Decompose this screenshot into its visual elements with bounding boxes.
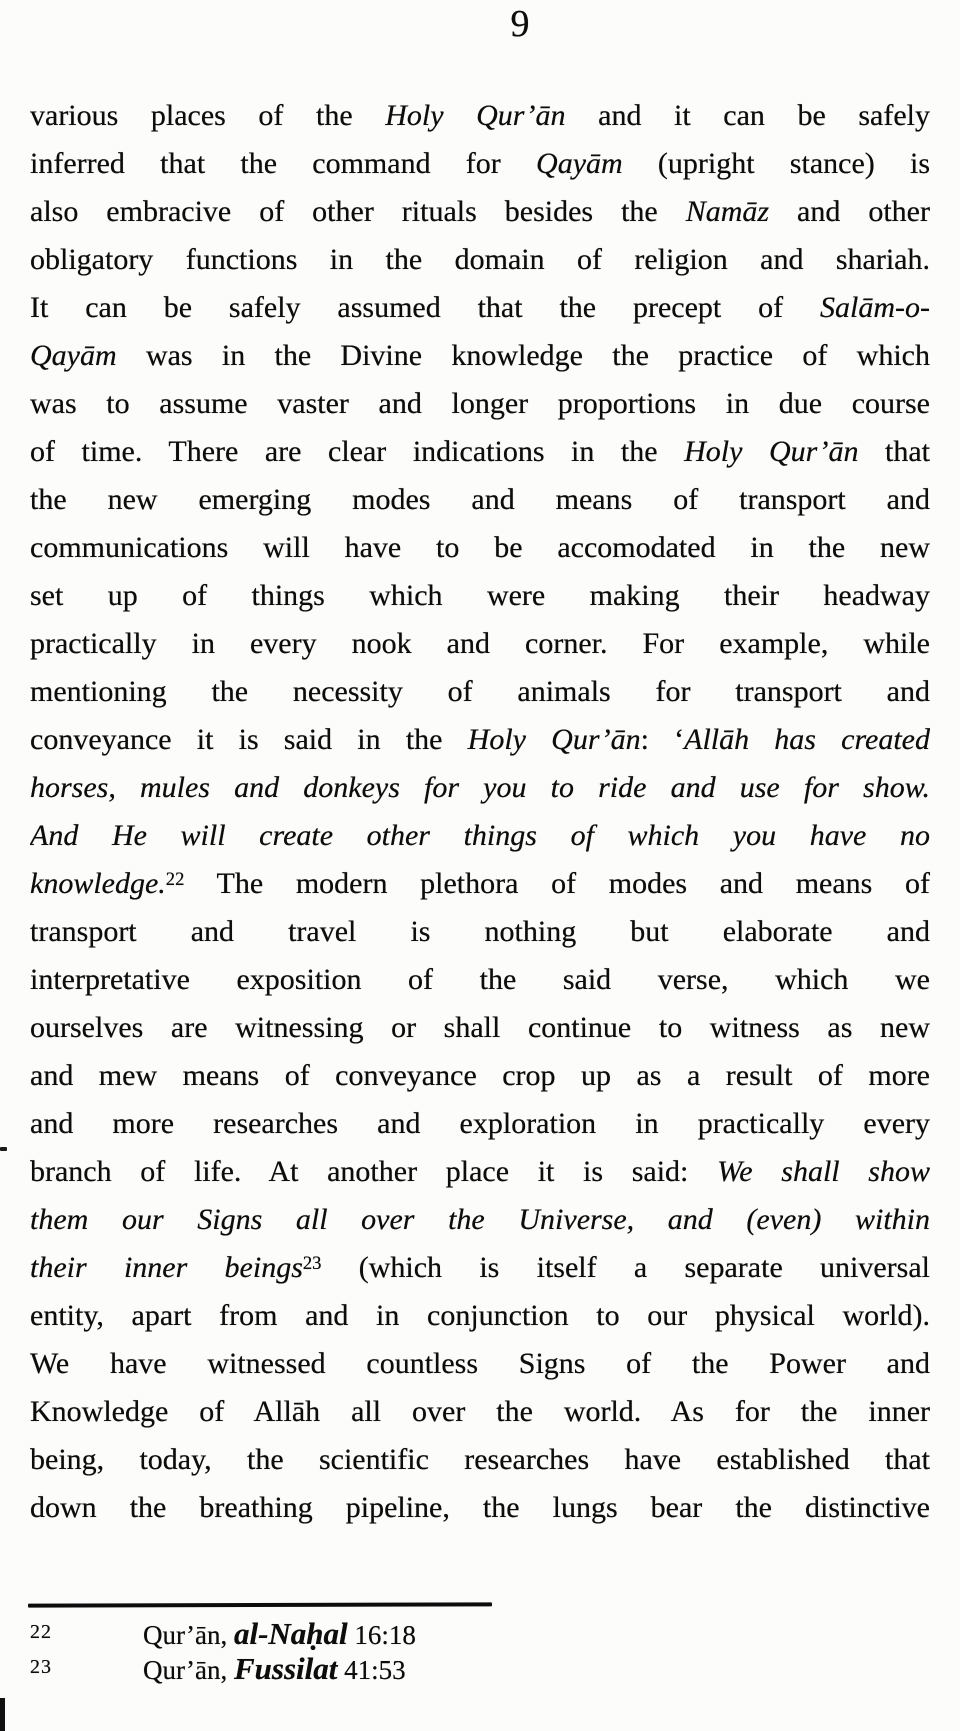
text-line [30, 332, 930, 380]
text: It can be safely assumed that the precept of [30, 291, 821, 324]
text-line [30, 620, 930, 668]
text-line [30, 1148, 930, 1196]
scan-artifact-dash [0, 1147, 7, 1151]
text-line [30, 1340, 930, 1388]
text: practically in every nook and corner. For example, while [30, 627, 930, 660]
text-line [30, 1004, 930, 1052]
text-line [30, 572, 930, 620]
text: of time. There are clear indications in the [30, 435, 685, 468]
text: 41:53 [337, 1655, 406, 1685]
text-line [30, 956, 930, 1004]
page-number: 9 [510, 3, 530, 45]
text: inferred that the command for [30, 147, 537, 180]
italic-text: Holy Qur’ān [385, 99, 566, 132]
text-line [30, 92, 930, 140]
text: conveyance it is said in the [30, 723, 468, 756]
italic-text: horses, mules and donkeys for you to ride and use for show. [30, 771, 930, 804]
italic-text: Holy Qur’ān [467, 723, 641, 756]
text: and mew means of conveyance crop up as a result of more [30, 1059, 930, 1092]
text-line [30, 428, 930, 476]
footnotes [30, 1617, 910, 1687]
text-line [30, 140, 930, 188]
text: 16:18 [347, 1620, 416, 1650]
text-line [30, 1196, 930, 1244]
footnote-separator-rule [28, 1602, 492, 1607]
italic-text: Qayām [536, 147, 623, 180]
footnote-marker: 22 [30, 1621, 52, 1643]
footnote-row [30, 1617, 910, 1652]
text-line [30, 1244, 930, 1292]
text-line [30, 860, 930, 908]
text: : ‘ [640, 723, 685, 756]
text-line [30, 908, 930, 956]
text-line [30, 1292, 930, 1340]
footnote-text [143, 1617, 416, 1652]
text-line [30, 524, 930, 572]
italic-text: Allāh has created [684, 723, 930, 756]
text: ourselves are witnessing or shall continue to witness as new [30, 1011, 930, 1044]
text: We have witnessed countless Signs of the Power and [30, 1347, 930, 1380]
italic-text: Namāz [685, 195, 770, 228]
text-line [30, 1388, 930, 1436]
text: Knowledge of Allāh all over the world. As for the inner [30, 1395, 930, 1428]
text: interpretative exposition of the said verse, which we [30, 963, 930, 996]
footnote-reference: 23 [302, 1252, 322, 1274]
text-line [30, 1052, 930, 1100]
italic-text: them our Signs all over the Universe, and (even) within [30, 1203, 930, 1236]
text: (upright stance) is [622, 147, 930, 180]
text: the new emerging modes and means of transport and [30, 483, 930, 516]
text-line [30, 1484, 930, 1532]
text-line [30, 188, 930, 236]
text: Qur’ān, [143, 1620, 234, 1650]
footnote-marker: 23 [30, 1656, 52, 1678]
text-line [30, 812, 930, 860]
italic-text: Qayām [30, 339, 117, 372]
italic-text: And He will create other things of which you have no [30, 819, 930, 852]
text: down the breathing pipeline, the lungs bear the distinctive [30, 1491, 930, 1524]
text-line [30, 284, 930, 332]
italic-text: We shall show [717, 1155, 930, 1188]
scan-artifact-corner [0, 1698, 5, 1731]
text: was in the Divine knowledge the practice of which [116, 339, 930, 372]
text: that [858, 435, 930, 468]
text: and more researches and exploration in practically every [30, 1107, 930, 1140]
text: branch of life. At another place it is said: [30, 1155, 718, 1188]
text-line [30, 1100, 930, 1148]
text: The modern plethora of modes and means of [184, 867, 930, 900]
text-line [30, 1436, 930, 1484]
italic-text: Fussilat [233, 1651, 338, 1686]
footnote-row [30, 1652, 910, 1687]
text: and it can be safely [565, 99, 930, 132]
text-line [30, 716, 930, 764]
text: Qur’ān, [143, 1655, 234, 1685]
text-line [30, 380, 930, 428]
text: communications will have to be accomodated in the new [30, 531, 930, 564]
italic-text: al-Naḥal [233, 1616, 348, 1651]
text-line [30, 764, 930, 812]
italic-text: Salām-o- [820, 291, 930, 324]
text-line [30, 668, 930, 716]
text: set up of things which were making their headway [30, 579, 930, 612]
text: and other [769, 195, 930, 228]
footnote-text [143, 1652, 406, 1687]
text: (which is itself a separate universal [321, 1251, 930, 1284]
text: entity, apart from and in conjunction to our physical world). [30, 1299, 930, 1332]
text: being, today, the scientific researches have established that [30, 1443, 930, 1476]
text: transport and travel is nothing but elaborate and [30, 915, 930, 948]
body-text [30, 92, 930, 1532]
text-line [30, 236, 930, 284]
text: mentioning the necessity of animals for transport and [30, 675, 930, 708]
italic-text: knowledge. [30, 867, 166, 900]
text-line [30, 476, 930, 524]
italic-text: Holy Qur’ān [684, 435, 859, 468]
italic-text: their inner beings [30, 1251, 303, 1284]
footnote-reference: 22 [165, 868, 185, 890]
text: also embracive of other rituals besides the [30, 195, 686, 228]
text: obligatory functions in the domain of religion and shariah. [30, 243, 930, 276]
text: various places of the [30, 99, 386, 132]
text: was to assume vaster and longer proportions in due course [30, 387, 930, 420]
